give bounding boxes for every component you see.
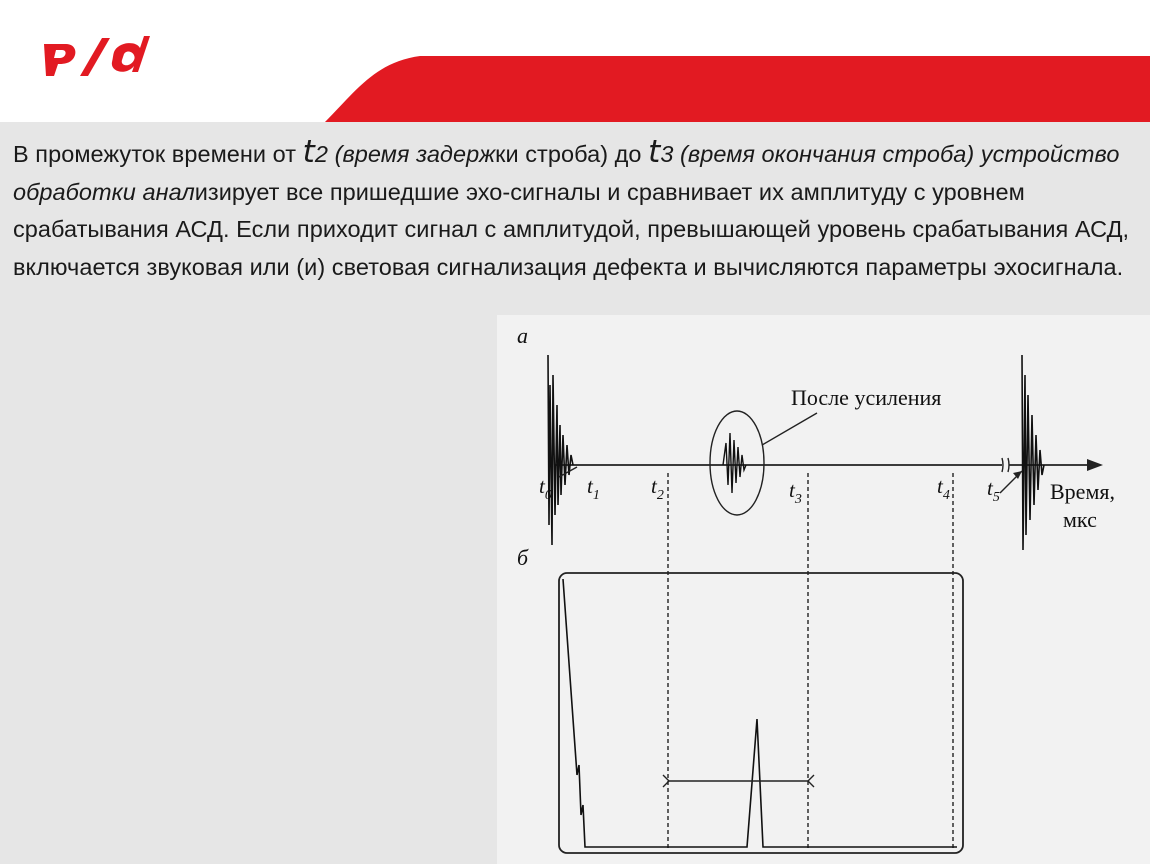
label-t1: $t_1$ — [587, 474, 600, 503]
t2-index: 2 — [314, 141, 329, 167]
label-t5: $t_5$ — [987, 476, 1000, 505]
axis-label-unit: мкс — [1063, 507, 1097, 532]
label-t4: $t_4$ — [937, 474, 950, 503]
initial-pulse — [548, 355, 573, 545]
text-part-5: изирует все пришедшие эхо-сигналы и сравнивает их амплитуду с уровнем срабатывания АСД. Если приходит сигнал с амплитудой, превышающей уровень срабатывания АСД, включается звуковая или (и) световая сигнализация дефекта и вычисляются параметры эхосигнала. — [13, 178, 1130, 280]
panel-b-label: б — [517, 545, 529, 570]
annotation-leader — [762, 413, 817, 445]
annotation-label: После усиления — [791, 385, 942, 410]
label-t0: $t_0$ — [539, 474, 552, 503]
a-scan-trace — [563, 579, 957, 847]
panel-a-label: а — [517, 323, 528, 348]
t3-symbol: t — [648, 134, 661, 170]
backwall-pulse — [1022, 355, 1044, 550]
echo-pulse — [723, 433, 746, 493]
rzd-logo-icon — [40, 32, 152, 78]
slide-header — [0, 0, 1150, 122]
gate-markers — [668, 473, 953, 850]
main-paragraph — [13, 134, 1138, 286]
text-part-4: (время окончания строба) устройство обработки анал — [13, 141, 1120, 205]
axis-label-time: Время, — [1050, 479, 1115, 504]
rzd-logo — [40, 32, 152, 83]
text-part-1: В промежуток времени от — [13, 141, 303, 167]
axis-break-icon — [1002, 458, 1009, 472]
diagram-svg — [497, 315, 1150, 864]
signal-diagram — [497, 315, 1150, 864]
t3-index: 3 — [660, 141, 674, 167]
t2-symbol: t — [302, 134, 315, 170]
text-part-2: (время задерж — [328, 141, 496, 167]
header-red-band — [0, 0, 1150, 122]
label-t3: $t_3$ — [789, 478, 802, 507]
axis-arrow-icon — [1087, 459, 1103, 471]
label-t2: $t_2$ — [651, 474, 664, 503]
text-part-3: ки строба) до — [495, 141, 649, 167]
time-labels — [539, 474, 1000, 507]
